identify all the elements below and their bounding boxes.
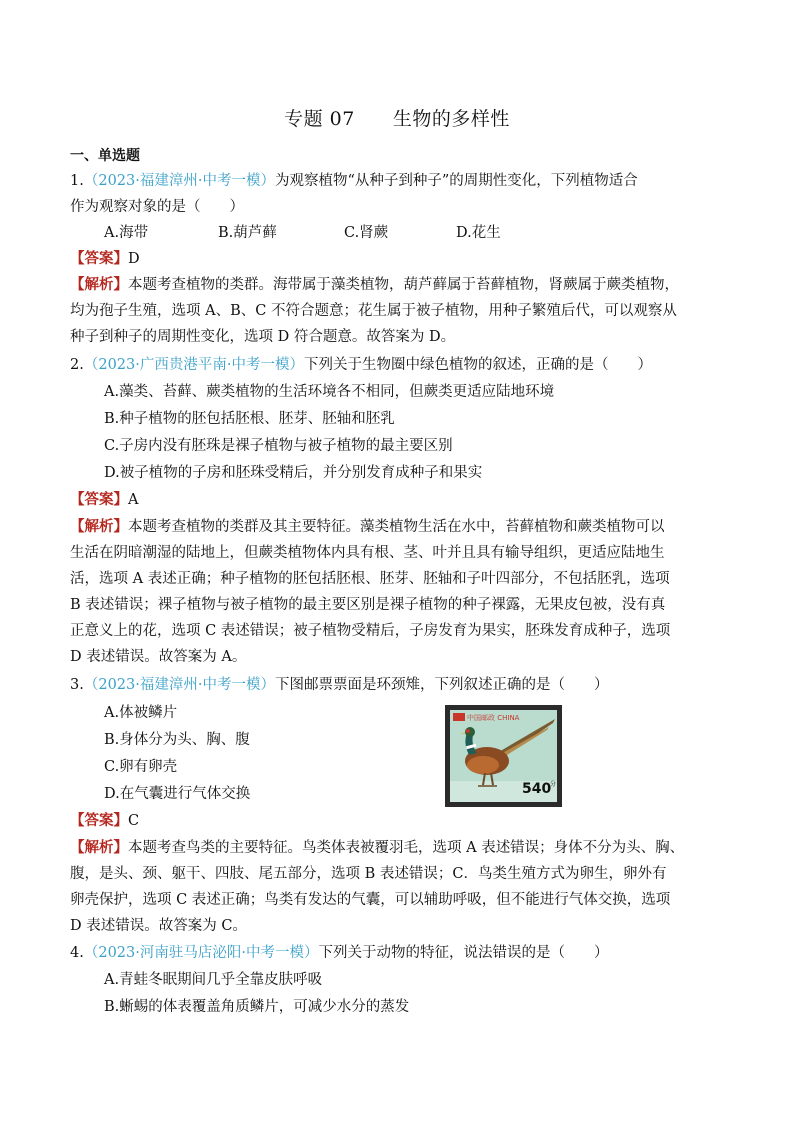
q1-analysis-line2: 均为孢子生殖，选项 A、B、C 不符合题意；花生属于被子植物，用种子繁殖后代，可以观察从 [70,303,677,319]
q1-analysis-line3: 种子到种子的周期性变化，选项 D 符合题意。故答案为 D。 [70,329,456,345]
q3-stem: 3.（2023·福建漳州·中考一模）下图邮票票面是环颈雉，下列叙述正确的是（ ） [70,677,609,693]
q3-source: （2023·福建漳州·中考一模） [83,677,275,693]
q2-option-d: D.被子植物的子房和胚珠受精后，并分别发育成种子和果实 [104,465,483,481]
q2-analysis-line1: 【解析】本题考查植物的类群及其主要特征。藻类植物生活在水中，苔藓植物和蕨类植物可以 [70,518,665,535]
stamp-value: 540 [522,781,552,797]
q2-option-b: B.种子植物的胚包括胚根、胚芽、胚轴和胚乳 [104,411,395,427]
q2-analysis-line2: 生活在阴暗潮湿的陆地上，但蕨类植物体内具有根、茎、叶并且具有输导组织，更适应陆地生 [70,545,665,561]
title-topic: 专题 07 [284,108,355,130]
q3-analysis-line3: 卵壳保护，选项 C 表述正确；鸟类有发达的气囊，可以辅助呼吸，但不能进行气体交换，选项 [70,892,671,908]
stamp-unit: 分 [550,781,557,788]
q3-option-c: C.卵有卵壳 [104,759,178,775]
stamp-country-mark [453,713,465,721]
q2-source: （2023·广西贵港平南·中考一模） [83,357,304,373]
stamp-country: 中国邮政 CHINA [467,714,520,722]
q4-source: （2023·河南驻马店泌阳·中考一模） [83,945,319,961]
q3-option-b: B.身体分为头、胸、腹 [104,732,250,748]
q3-analysis-line2: 腹，是头、颈、躯干、四肢、尾五部分，选项 B 表述错误；C．鸟类生殖方式为卵生，卵外有 [70,866,667,882]
q2-option-a: A.藻类、苔藓、蕨类植物的生活环境各不相同，但蕨类更适应陆地环境 [104,384,555,400]
q1-source: （2023·福建漳州·中考一模） [83,173,275,189]
q3-analysis-line1: 【解析】本题考查鸟类的主要特征。鸟类体表被覆羽毛，选项 A 表述错误；身体不分为头、胸、 [70,839,685,856]
q1-analysis-line1: 【解析】本题考查植物的类群。海带属于藻类植物，葫芦藓属于苔藓植物，肾蕨属于蕨类植物， [70,276,679,293]
q4-option-b: B.蜥蜴的体表覆盖角质鳞片，可减少水分的蒸发 [104,999,410,1015]
q1-option-b: B.葫芦藓 [218,225,277,241]
q2-option-c: C.子房内没有胚珠是裸子植物与被子植物的最主要区别 [104,438,453,454]
q2-analysis-line5: 正意义上的花，选项 C 表述错误；被子植物受精后，子房发育为果实，胚珠发育成种子，选项 [70,623,671,639]
pheasant-stamp-image [445,705,562,807]
q2-analysis-line6: D 表述错误。故答案为 A。 [70,649,247,665]
q1-option-a: A.海带 [104,225,149,241]
q1-stem-line2: 作为观察对象的是（ ） [70,199,244,215]
section-heading: 一、单选题 [70,148,140,164]
stamp-illustration [445,705,562,807]
q3-analysis-line4: D 表述错误。故答案为 C。 [70,918,247,934]
q1-option-c: C.肾蕨 [344,225,389,241]
q1-answer: 【答案】D [70,250,140,267]
q3-option-a: A.体被鳞片 [104,705,178,721]
q3-answer: 【答案】C [70,812,140,829]
q2-answer: 【答案】A [70,491,139,508]
q2-analysis-line3: 活，选项 A 表述正确；种子植物的胚包括胚根、胚芽、胚轴和子叶四部分，不包括胚乳，选项 [70,571,670,587]
q4-option-a: A.青蛙冬眠期间几乎全靠皮肤呼吸 [104,972,323,988]
q1-stem-line1: 1.（2023·福建漳州·中考一模）为观察植物“从种子到种子”的周期性变化，下列植物适合 [70,173,638,189]
q2-analysis-line4: B 表述错误；裸子植物与被子植物的最主要区别是裸子植物的种子裸露，无果皮包被，没有真 [70,597,666,613]
q1-option-d: D.花生 [456,225,501,241]
page-title [0,104,794,131]
q4-stem: 4.（2023·河南驻马店泌阳·中考一模）下列关于动物的特征，说法错误的是（ ） [70,945,609,961]
title-name: 生物的多样性 [392,108,510,130]
q2-stem: 2.（2023·广西贵港平南·中考一模）下列关于生物圈中绿色植物的叙述，正确的是（ ） [70,357,652,373]
q3-option-d: D.在气囊进行气体交换 [104,786,251,802]
